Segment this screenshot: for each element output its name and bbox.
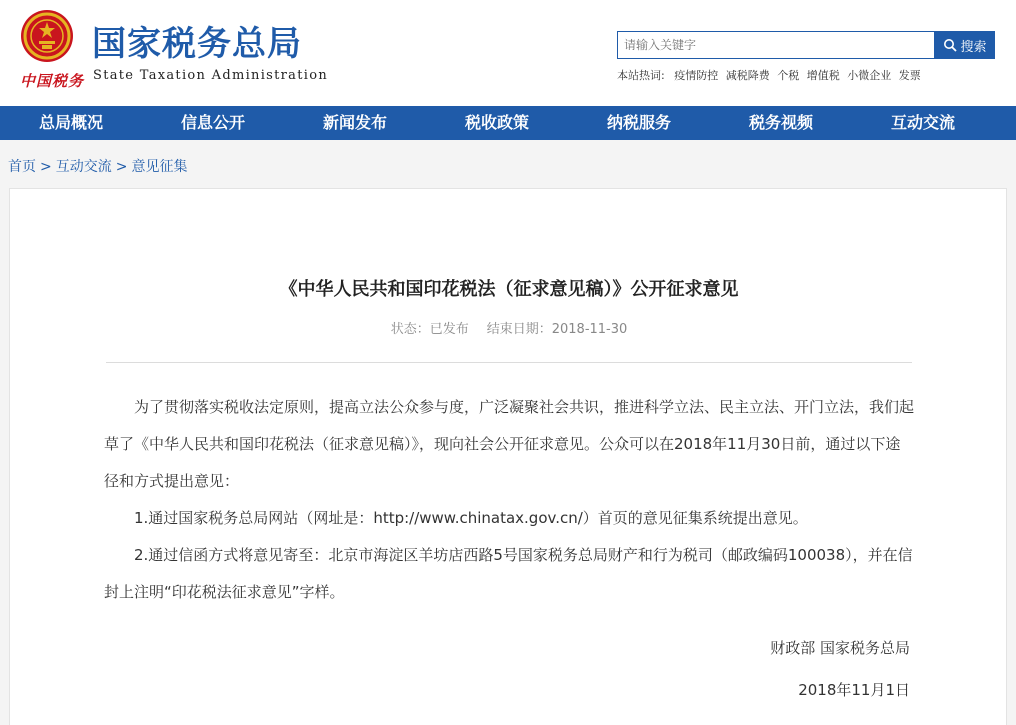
article-title: 《中华人民共和国印花税法（征求意见稿）》公开征求意见 bbox=[279, 279, 739, 300]
article-paragraph: 1.通过国家税务总局网站（网址是：http://www.chinatax.gov.cn/）首页的意见征集系统提出意见。 bbox=[134, 509, 808, 527]
hot-word-link[interactable]: 小微企业 bbox=[847, 69, 892, 82]
nav-item-tax-video[interactable]: 税务视频 bbox=[748, 113, 813, 132]
hot-word-link[interactable]: 减税降费 bbox=[725, 69, 770, 82]
breadcrumb-interaction[interactable]: 互动交流 bbox=[55, 159, 112, 175]
site-header bbox=[0, 0, 1016, 106]
nav-item-news[interactable]: 新闻发布 bbox=[322, 113, 387, 132]
end-date-value: 2018-11-30 bbox=[551, 322, 628, 337]
breadcrumb bbox=[8, 156, 187, 176]
search-input[interactable] bbox=[617, 31, 935, 59]
breadcrumb-separator: > bbox=[40, 159, 52, 175]
hot-words bbox=[617, 67, 925, 83]
hot-word-link[interactable]: 疫情防控 bbox=[674, 69, 719, 82]
hot-words-label: 本站热词: bbox=[617, 69, 665, 82]
search-button[interactable] bbox=[935, 31, 995, 59]
hot-word-link[interactable]: 增值税 bbox=[806, 69, 840, 82]
article-date: 2018年11月1日 bbox=[798, 681, 910, 699]
emblem-caption: 中国税务 bbox=[20, 72, 85, 90]
article-paragraph: 为了贯彻落实税收法定原则，提高立法公众参与度，广泛凝聚社会共识，推进科学立法、民主立法、开门立法，我们起草了《中华人民共和国印花税法（征求意见稿）》，现向社会公开征求意见。公众可以在2018年11月30日前，通过以下途径和方式提出意见： bbox=[104, 398, 915, 490]
site-name[interactable]: 国家税务总局 bbox=[92, 24, 302, 64]
status-label: 状态： bbox=[390, 322, 430, 337]
nav-item-overview[interactable]: 总局概况 bbox=[38, 113, 103, 132]
status-value: 已发布 bbox=[429, 322, 469, 337]
search-icon bbox=[943, 38, 957, 52]
search-button-label: 搜索 bbox=[960, 39, 987, 55]
nav-item-tax-policy[interactable]: 税收政策 bbox=[464, 113, 529, 132]
breadcrumb-separator: > bbox=[115, 159, 128, 175]
article-panel bbox=[9, 188, 1007, 725]
nav-item-interaction[interactable]: 互动交流 bbox=[890, 113, 955, 132]
nav-item-taxpayer-service[interactable]: 纳税服务 bbox=[606, 113, 671, 132]
breadcrumb-home[interactable]: 首页 bbox=[8, 159, 36, 175]
nav-item-info-disclosure[interactable]: 信息公开 bbox=[180, 113, 245, 132]
site-name-english: State Taxation Administration bbox=[93, 68, 329, 83]
national-tax-emblem-icon bbox=[18, 8, 76, 64]
hot-word-link[interactable]: 个税 bbox=[777, 69, 800, 82]
divider bbox=[106, 362, 912, 363]
article-meta bbox=[10, 318, 1008, 337]
article-paragraph: 2.通过信函方式将意见寄至：北京市海淀区羊坊店西路5号国家税务总局财产和行为税司（邮政编码100038），并在信封上注明“印花税法征求意见”字样。 bbox=[104, 546, 913, 601]
article-signature: 财政部 国家税务总局 bbox=[770, 639, 910, 657]
hot-word-link[interactable]: 发票 bbox=[898, 69, 921, 82]
end-date-label: 结束日期： bbox=[486, 322, 552, 337]
breadcrumb-current[interactable]: 意见征集 bbox=[131, 159, 188, 175]
article-body bbox=[104, 389, 914, 611]
main-nav bbox=[0, 106, 1016, 140]
